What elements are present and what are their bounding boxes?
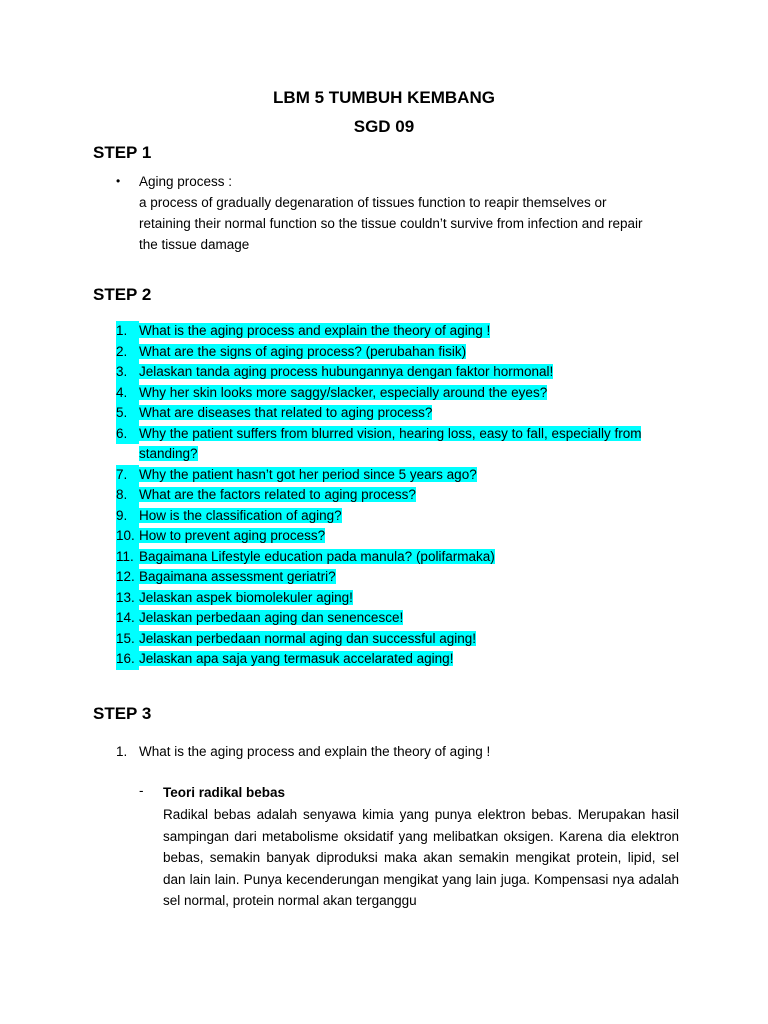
question-number: 8. — [116, 485, 139, 506]
step2-question-item — [116, 342, 676, 363]
step2-question-item — [116, 547, 676, 568]
question-text: Bagaimana Lifestyle education pada manula? (polifarmaka) — [139, 548, 495, 564]
question-text: What is the aging process and explain the theory of aging ! — [139, 323, 491, 338]
step1-bullet-item — [116, 171, 656, 255]
dash-marker: - — [139, 783, 144, 798]
step3-list — [116, 741, 676, 762]
step2-question-item — [116, 424, 676, 465]
question-text-wrap — [139, 629, 676, 650]
question-text-wrap — [139, 506, 676, 527]
question-text: Jelaskan apa saja yang termasuk accelarated aging! — [139, 651, 454, 666]
document-title: LBM 5 TUMBUH KEMBANG — [273, 88, 495, 107]
step1-term: Aging process : — [139, 174, 233, 189]
question-text: What are the factors related to aging process? — [139, 487, 416, 502]
document-subtitle: SGD 09 — [353, 117, 415, 136]
step2-heading: STEP 2 — [93, 285, 152, 304]
question-text-wrap — [139, 403, 676, 424]
question-text: How to prevent aging process? — [139, 528, 326, 543]
question-number: 4. — [116, 383, 139, 404]
step1-bullet-list — [116, 171, 656, 255]
question-text: Jelaskan perbedaan aging dan senencesce! — [139, 610, 404, 625]
step2-question-item — [116, 321, 676, 342]
step2-question-item — [116, 588, 676, 609]
step1-bullet-text — [139, 171, 656, 255]
step3-item-number: 1. — [116, 744, 128, 759]
step3-item-text: What is the aging process and explain the theory of aging ! — [139, 744, 491, 759]
question-number: 3. — [116, 362, 139, 383]
step2-question-item — [116, 649, 676, 670]
step1-heading: STEP 1 — [93, 143, 152, 162]
step2-question-list — [116, 321, 676, 670]
question-text: Why the patient suffers from blurred vision, hearing loss, easy to fall, especially from standing? — [139, 425, 642, 461]
question-text: Why her skin looks more saggy/slacker, especially around the eyes? — [139, 384, 548, 400]
question-number: 11. — [116, 547, 139, 568]
question-text: Jelaskan tanda aging process hubungannya dengan faktor hormonal! — [139, 364, 554, 379]
step2-question-item — [116, 465, 676, 486]
step3-subsection-content — [163, 783, 679, 912]
question-number: 12. — [116, 567, 139, 588]
question-number: 10. — [116, 526, 139, 547]
step2-question-item — [116, 362, 676, 383]
question-text-wrap — [139, 588, 676, 609]
question-number: 14. — [116, 608, 139, 629]
question-text-wrap — [139, 465, 676, 486]
question-text: What are diseases that related to aging process? — [139, 405, 433, 420]
question-text-wrap — [139, 321, 676, 342]
step1-definition: a process of gradually degenaration of tissues function to reapir themselves or retaining their normal function so the tissue couldn’t survive from infection and repair the tissue damage — [139, 195, 643, 252]
question-text: Bagaimana assessment geriatri? — [139, 569, 336, 584]
step2-question-item — [116, 608, 676, 629]
question-number: 13. — [116, 588, 139, 609]
step2-question-item — [116, 526, 676, 547]
question-text: Jelaskan aspek biomolekuler aging! — [139, 589, 353, 605]
question-text-wrap — [139, 383, 676, 404]
question-number: 2. — [116, 342, 139, 363]
bullet-icon: • — [116, 174, 121, 188]
question-text-wrap — [139, 567, 676, 588]
step2-question-item — [116, 567, 676, 588]
question-text-wrap — [139, 342, 676, 363]
question-number: 16. — [116, 649, 139, 670]
question-number: 6. — [116, 424, 139, 445]
question-text-wrap — [139, 485, 676, 506]
question-text-wrap — [139, 526, 676, 547]
question-text: How is the classification of aging? — [139, 507, 342, 523]
question-number: 5. — [116, 403, 139, 424]
question-number: 15. — [116, 629, 139, 650]
question-text-wrap — [139, 424, 676, 465]
step3-list-item — [116, 741, 676, 762]
step2-question-item — [116, 485, 676, 506]
question-text: Jelaskan perbedaan normal aging dan successful aging! — [139, 630, 476, 646]
question-text-wrap — [139, 547, 676, 568]
question-text: What are the signs of aging process? (perubahan fisik) — [139, 343, 467, 359]
step3-subheading: Teori radikal bebas — [163, 785, 286, 800]
question-text-wrap — [139, 608, 676, 629]
question-text-wrap — [139, 362, 676, 383]
step2-question-item — [116, 403, 676, 424]
step3-paragraph: Radikal bebas adalah senyawa kimia yang punya elektron bebas. Merupakan hasil sampingan dari metabolisme oksidatif yang melibatkan oksigen. Karena dia elektron bebas, semakin banyak diproduksi maka akan semakin mengikat protein, lipid, sel dan lain lain. Punya kecenderungan mengikat yang lain juga. Kompensasi nya adalah sel normal, protein normal akan terganggu — [163, 807, 679, 908]
step2-question-item — [116, 506, 676, 527]
question-number: 9. — [116, 506, 139, 527]
question-text: Why the patient hasn’t got her period since 5 years ago? — [139, 466, 477, 482]
step3-subsection — [139, 783, 679, 912]
step3-heading: STEP 3 — [93, 704, 152, 723]
question-number: 7. — [116, 465, 139, 486]
step2-question-item — [116, 383, 676, 404]
question-text-wrap — [139, 649, 676, 670]
step2-question-item — [116, 629, 676, 650]
question-number: 1. — [116, 321, 139, 342]
